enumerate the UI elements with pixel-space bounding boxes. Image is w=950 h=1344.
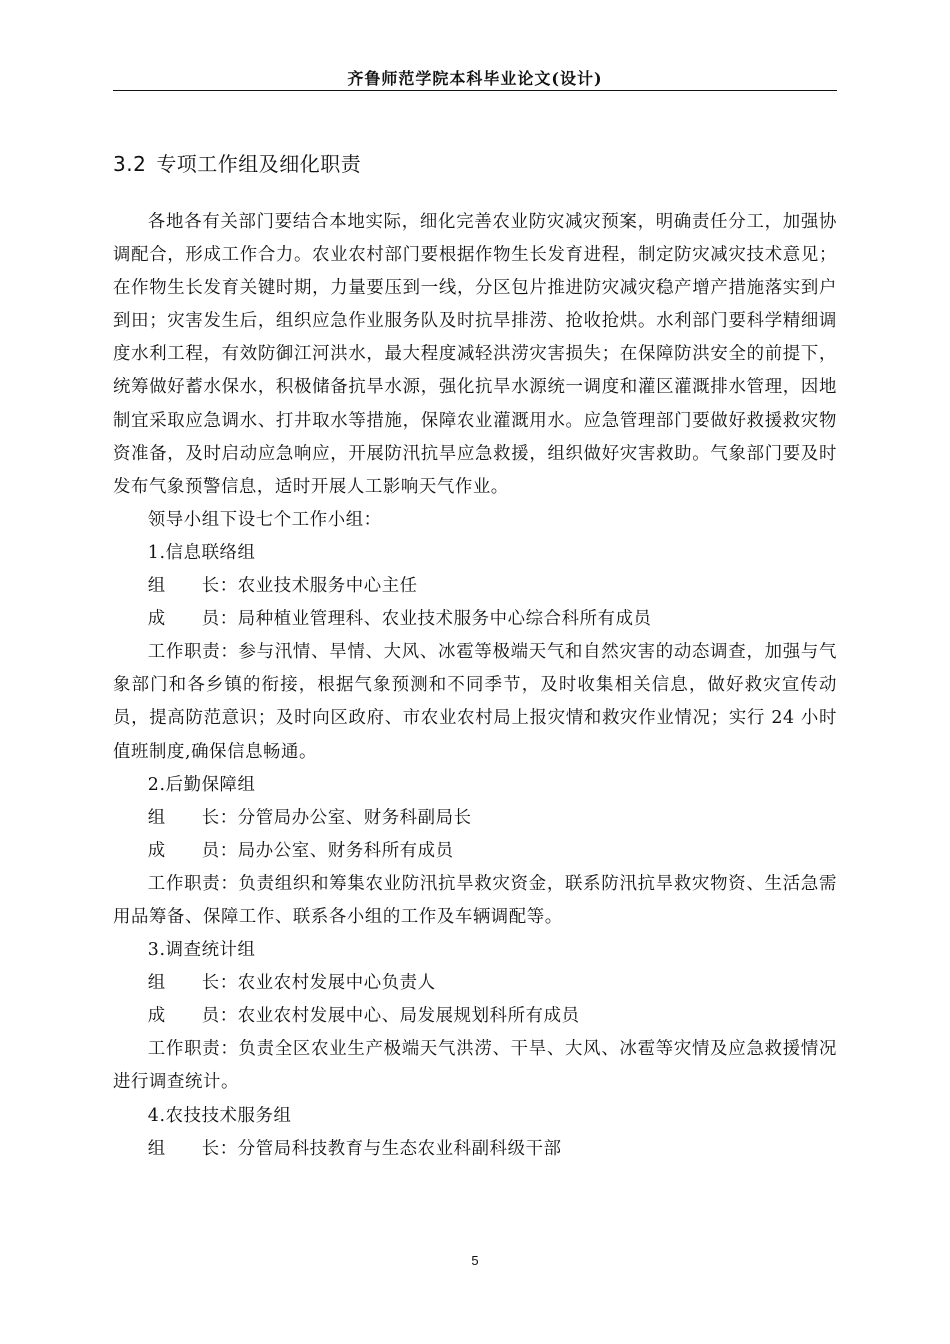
leader-label: 组 长： [147, 1138, 238, 1159]
leader-value: 分管局科技教育与生态农业科副科级干部 [237, 1138, 562, 1159]
members-value: 农业农村发展中心、局发展规划科所有成员 [237, 1006, 580, 1027]
members-label: 成 员： [147, 609, 238, 630]
group-duty: 工作职责：参与汛情、旱情、大风、冰雹等极端天气和自然灾害的动态调查，加强与气象部门和各乡镇的衔接，根据气象预测和不同季节，及时收集相关信息，做好救灾宣传动员，提高防范意识；及时向区政府、市农业农村局上报灾情和救灾作业情况；实行 24 小时值班制度,确保信息畅通。 [113, 642, 837, 762]
leader-label: 组 长： [147, 973, 238, 994]
leader-value: 农业技术服务中心主任 [237, 576, 418, 597]
members-value: 局办公室、财务科所有成员 [237, 840, 454, 861]
section-heading [113, 148, 361, 177]
group-members [113, 1000, 837, 1033]
members-value: 局种植业管理科、农业技术服务中心综合科所有成员 [237, 609, 652, 630]
group-title: 4.农技技术服务组 [147, 1105, 292, 1126]
group-leader [113, 1133, 837, 1166]
group-duty: 工作职责：负责组织和筹集农业防汛抗旱救灾资金，联系防汛抗旱救灾物资、生活急需用品筹备、保障工作、联系各小组的工作及车辆调配等。 [113, 873, 837, 927]
group-leader [113, 802, 837, 835]
group-leader [113, 570, 837, 603]
header-rule [113, 90, 837, 91]
page-number: 5 [471, 1253, 479, 1268]
group-title: 2.后勤保障组 [147, 774, 256, 795]
section-title: 专项工作组及细化职责 [156, 152, 362, 176]
leader-label: 组 长： [147, 807, 238, 828]
leader-value: 分管局办公室、财务科副局长 [237, 807, 472, 828]
body-text [113, 206, 837, 1166]
groups-intro: 领导小组下设七个工作小组： [147, 509, 382, 530]
running-header: 齐鲁师范学院本科毕业论文(设计) [347, 69, 603, 88]
group-members [113, 835, 837, 868]
group-title: 1.信息联络组 [147, 542, 256, 563]
leader-value: 农业农村发展中心负责人 [237, 973, 436, 994]
group-duty: 工作职责：负责全区农业生产极端天气洪涝、干旱、大风、冰雹等灾情及应急救援情况进行调查统计。 [113, 1039, 837, 1093]
leader-label: 组 长： [147, 576, 238, 597]
group-title: 3.调查统计组 [147, 940, 256, 961]
intro-paragraph: 各地各有关部门要结合本地实际，细化完善农业防灾减灾预案，明确责任分工，加强协调配合，形成工作合力。农业农村部门要根据作物生长发育进程，制定防灾减灾技术意见；在作物生长发育关键时期，力量要压到一线，分区包片推进防灾减灾稳产增产措施落实到户到田；灾害发生后，组织应急作业服务队及时抗旱排涝、抢收抢烘。水利部门要科学精细调度水利工程，有效防御江河洪水，最大程度减轻洪涝灾害损失；在保障防洪安全的前提下，统筹做好蓄水保水，积极储备抗旱水源，强化抗旱水源统一调度和灌区灌溉排水管理，因地制宜采取应急调水、打井取水等措施，保障农业灌溉用水。应急管理部门要做好救援救灾物资准备，及时启动应急响应，开展防汛抗旱应急救援，组织做好灾害救助。气象部门要及时发布气象预警信息，适时开展人工影响天气作业。 [113, 212, 837, 497]
group-leader [113, 967, 837, 1000]
members-label: 成 员： [147, 1006, 238, 1027]
section-number: 3.2 [113, 152, 147, 176]
members-label: 成 员： [147, 840, 238, 861]
group-members [113, 603, 837, 636]
